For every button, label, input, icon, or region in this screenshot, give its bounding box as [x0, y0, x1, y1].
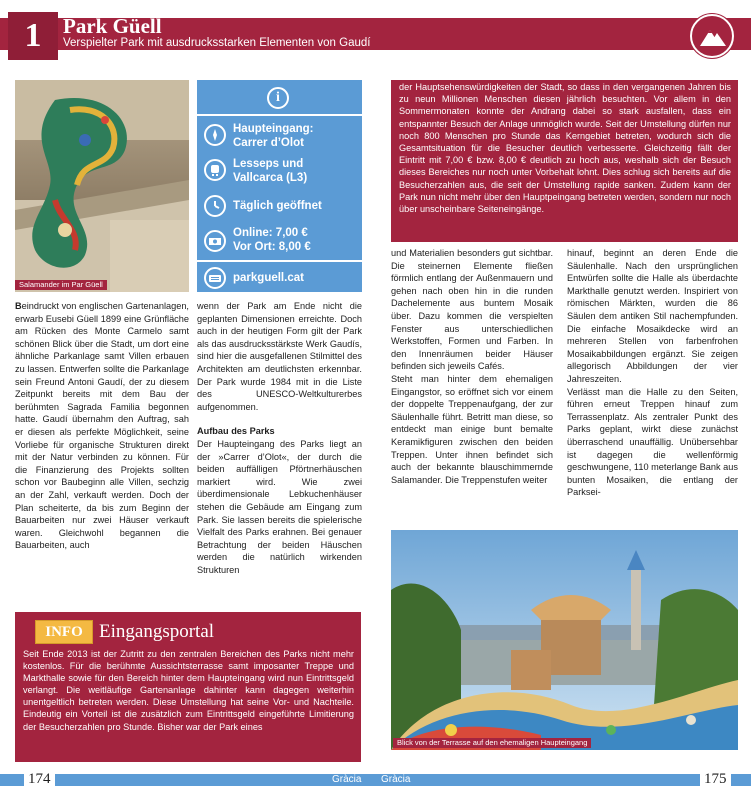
entrance-text — [233, 122, 314, 150]
col3-text1: und Materialien besonders gut sichtbar. Die steinernen Elemente fließen förmlich entlang der Außenmauern und gehen nach oben hin in die runden Dachelemente aus buntem Mosaik über. Dazu kommen die verspielten Fenster aus unterschiedlichen Werkstoffen, Formen und Farben. In den Innenräumen beider Häuser befinden sich jeweils Cafés. — [391, 248, 553, 372]
col2-text2: Der Haupteingang des Parks liegt an der »Carrer d’Olot«, der durch die beiden auffälligen Pförtnerhäuschen markiert wird. Wie zwei überdimensionale Lebkuchenhäuser stehen die Gebäude am Eingang zum Park. Sie lassen bereits die spielerische Vielfalt des Parks erahnen. Bei genauer Betrachtung der beiden Häuschen werden die natürlich wirkenden Strukturen — [197, 438, 362, 575]
photo-caption: Blick von der Terrasse auf den ehemaligen Haupteingang — [393, 738, 591, 748]
photo-caption: Salamander im Par Güell — [15, 280, 107, 290]
keyboard-icon — [204, 267, 226, 289]
terrace-photo — [391, 530, 738, 750]
metro-icon — [204, 159, 226, 181]
metro-line2: Vallcarca (L3) — [233, 172, 308, 184]
page-number-right: 175 — [700, 768, 731, 790]
chapter-subtitle: Verspielter Park mit ausdrucksstarken Elementen von Gaudí — [63, 37, 371, 49]
info-icon: i — [267, 87, 289, 109]
body-column-2 — [197, 300, 362, 576]
price-online: Online: 7,00 € — [233, 227, 308, 239]
chapter-title: Park Güell — [63, 14, 162, 38]
compass-icon — [204, 124, 226, 146]
chapter-number: 1 — [8, 12, 58, 60]
continued-info-box — [391, 80, 738, 242]
col2-text1: wenn der Park am Ende nicht die geplanten Dimensionen erreichte. Doch auch in der heutigen Form gilt der Park als das ausdrucksstärkste Werk Gaudís, sind hier die ausgefallenen Stilmittel des Architekten am deutlichsten erkennbar. Der Park wurde 1984 mit in die Liste des UNESCO-Weltkulturerbes aufgenommen. — [197, 301, 362, 412]
salamander-photo — [15, 80, 189, 292]
drop-cap: B — [15, 301, 22, 311]
entrance-label: Haupteingang: — [233, 123, 314, 135]
info-box-entrance — [15, 612, 361, 762]
info-sidebar — [197, 80, 362, 292]
body-column-3 — [391, 247, 553, 486]
body-column-1 — [15, 300, 189, 552]
section-heading: Aufbau des Parks — [197, 426, 275, 437]
col3-text2: Steht man hinter dem ehemaligen Eingangstor, so eröffnet sich vor einem der doppelte Treppenaufgang, der zur Säulenhalle führt. Betritt man diese, so entdeckt man einige bunt bemalte Keramikfiguren zwischen den beiden Treppen. Unter ihnen befindet sich auch der bekannte blauschimmernde Salamander. Die Treppenstufen weiter — [391, 373, 553, 485]
divider — [197, 260, 362, 262]
website-link[interactable]: parkguell.cat — [233, 272, 304, 284]
page-number-left: 174 — [24, 768, 55, 790]
info-tag: INFO — [35, 620, 93, 644]
ticket-icon — [204, 230, 226, 252]
mountain-logo-icon — [690, 14, 734, 58]
clock-icon — [204, 195, 226, 217]
info-header — [197, 80, 362, 116]
info-box-text: Seit Ende 2013 ist der Zutritt zu den zentralen Bereichen des Parks nicht mehr kostenlos. Für die berühmte Aussichtsterrasse samt imposanter Treppe und Markthalle sowie für den Bereich hinter dem Haupteingang wird nun Eintrittsgeld verlangt. Die weitläufige Gartenanlage dahinter kann dagegen weiterhin unentgeltlich betreten werden. Diese Umstellung hat seine Vor- und Nachteile. Eindeutig ein Vorteil ist die zusätzlich zum Eintrittsgeld eingeführte Limitierung der Besucherzahlen pro Stunde. Bisher war der Park eines — [23, 649, 354, 732]
chapter-header — [0, 12, 751, 58]
col4-text2: Verlässt man die Halle zu den Seiten, führen erneut Treppen hinauf zum Terrassenplatz. Als zentraler Punkt des Parks geplant, wirkt diese zunächst überraschend unauffällig. Unübersehbar ist dagegen die wellenförmig geschwungene, 110 meterlange Bank aus bunten Mosaiken, die entlang der Parksei- — [567, 386, 738, 498]
footer-district-left: Gràcia — [332, 774, 362, 785]
entrance-street: Carrer d’Olot — [233, 137, 304, 149]
body-column-4 — [567, 247, 738, 499]
price-onsite: Vor Ort: 8,00 € — [233, 241, 311, 253]
footer-district-right: Gràcia — [381, 774, 411, 785]
footer-band — [0, 774, 751, 786]
hours-text: Täglich geöffnet — [233, 200, 322, 212]
col4-text1: hinauf, beginnt an deren Ende die Säulenhalle. Nach den ursprünglichen Entwürfen sollte die Halle als überdachte Markthalle genutzt werden. Inspiriert von römischen Märkten, wurden die 86 Säulen dem antiken Stil nachempfunden. Die einfache Mosaikdecke wird an mehreren Stellen von farbenfrohen Mosaikabbildungen ergänzt. Sie zeigen allegorisch Abbildungen der vier Jahreszeiten. — [567, 248, 738, 384]
info-box-title: Eingangsportal — [99, 621, 215, 642]
prices-text — [233, 226, 311, 254]
metro-text — [233, 157, 307, 185]
metro-line1: Lesseps und — [233, 158, 304, 170]
continued-info-text: der Hauptsehenswürdigkeiten der Stadt, so dass in den vergangenen Jahren bis zu neun Millionen Menschen diesen jährlich besuchten. Vor allem in den Sommermonaten konnte der Andrang dabei so stark ausfallen, dass ein entspannter Besuch der Anlage unmöglich wurde. Seit der Umstellung dürfen nur noch 800 Menschen pro Stunde das Kerngebiet betreten, wodurch sich die Gesamtsituation für die Besucher deutlich verbesserte. Gleichzeitig fällt der Eintritt mit 7,00 € bzw. 8,00 € deutlich zu hoch aus, weshalb sich der Besuch dieses Bereiches nur noch unter Vorbehalt lohnt. Dies schlug sich bereits auf die Besucherzahlen aus, die seit der Umstellung rapide sanken. Zudem kann der Park nun nicht mehr über den Hauptpeingang betreten werden, sondern nur noch über unscheinbare Seiteneingänge. — [399, 82, 731, 215]
col1-text: eindruckt von englischen Gartenanlagen, erwarb Eusebi Güell 1899 eine Grünfläche am Rücken des Monte Carmelo samt schönen Blick über die Stadt, um dort eine ähnliche Parkanlage samt Villen erbauen zu lassen. Entwerfen sollte die Parkanlage sein Freund Antoni Gaudí, der zu diesem Zeitpunkt bereits mit dem Bau der berühmten Sagrada Familia begonnen hatte. Gaudí übernahm den Auftrag, sah er diesen als perfekte Möglichkeit, seine Vorliebe für organische Strukturen direkt mit der Natur verbinden zu können. Für die Finanzierung des Projekts sollten schon vor Baubeginn alle Villen, sechzig an der Zahl, verkauft werden. Doch der Plan scheiterte, da bis zum Beginn der Bauarbeiten nur zwei Häuser verkauft waren. Gleichwohl begannen die Bauarbeiten, auch — [15, 301, 189, 551]
